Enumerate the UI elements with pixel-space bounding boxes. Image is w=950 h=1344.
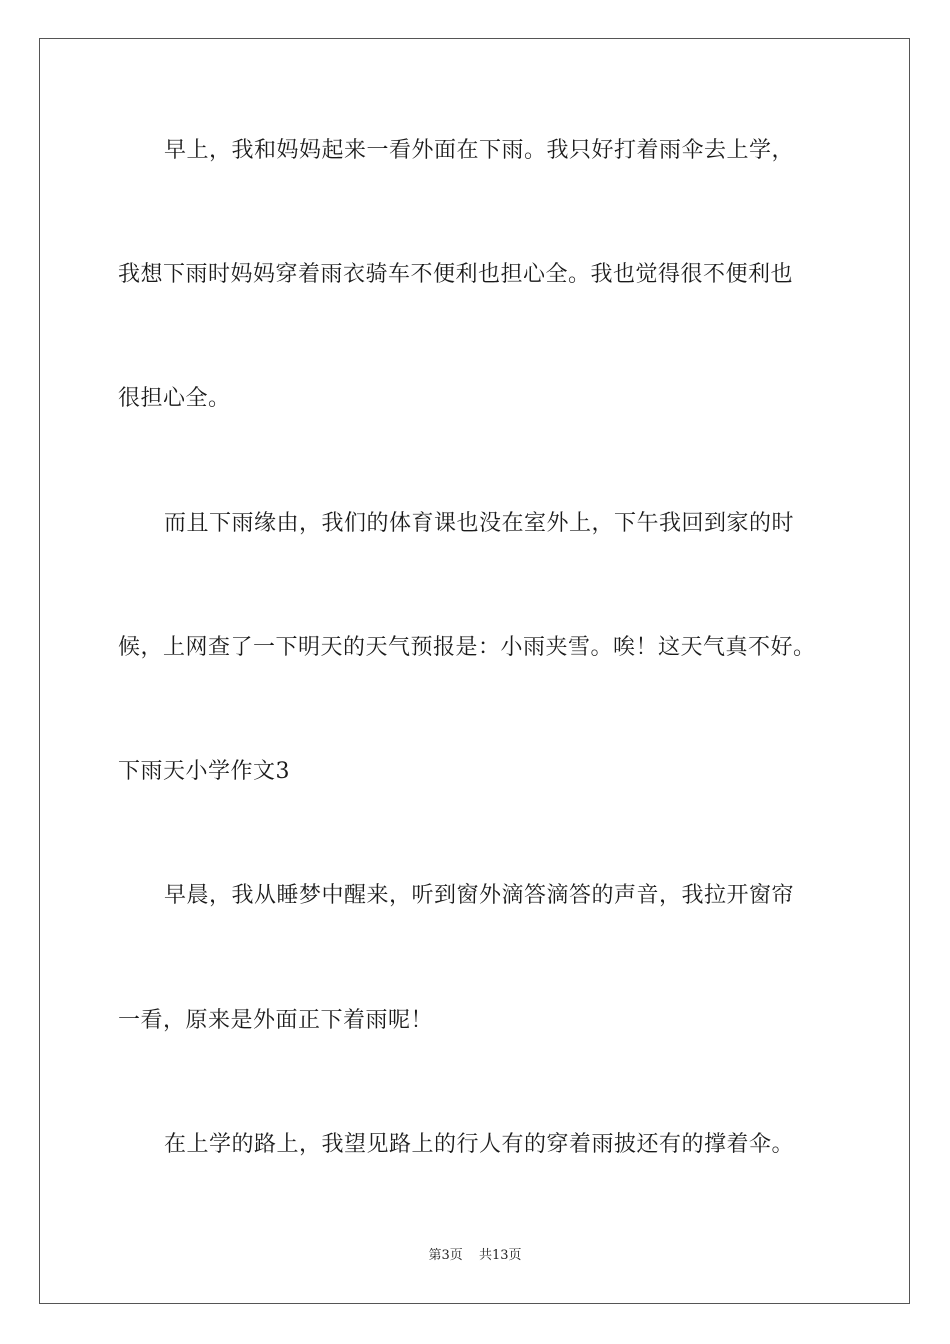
page-frame [39, 38, 910, 1304]
section-heading: 下雨天小学作文3 [118, 759, 290, 784]
paragraph-line: 很担心全。 [118, 386, 231, 411]
paragraph-line: 早晨，我从睡梦中醒来，听到窗外滴答滴答的声音，我拉开窗帘 [164, 883, 795, 908]
paragraph-line: 而且下雨缘由，我们的体育课也没在室外上，下午我回到家的时 [164, 511, 795, 536]
page-total: 共13页 [478, 1248, 522, 1263]
page-number: 第3页 [428, 1248, 463, 1263]
paragraph-line: 我想下雨时妈妈穿着雨衣骑车不便利也担心全。我也觉得很不便利也 [118, 262, 794, 287]
page-footer [0, 1248, 950, 1264]
paragraph-line: 候，上网查了一下明天的天气预报是：小雨夹雪。唉！这天气真不好。 [118, 635, 816, 660]
paragraph-line: 在上学的路上，我望见路上的行人有的穿着雨披还有的撑着伞。 [164, 1132, 795, 1157]
paragraph-line: 早上，我和妈妈起来一看外面在下雨。我只好打着雨伞去上学， [164, 138, 795, 163]
paragraph-line: 一看，原来是外面正下着雨呢！ [118, 1008, 434, 1033]
